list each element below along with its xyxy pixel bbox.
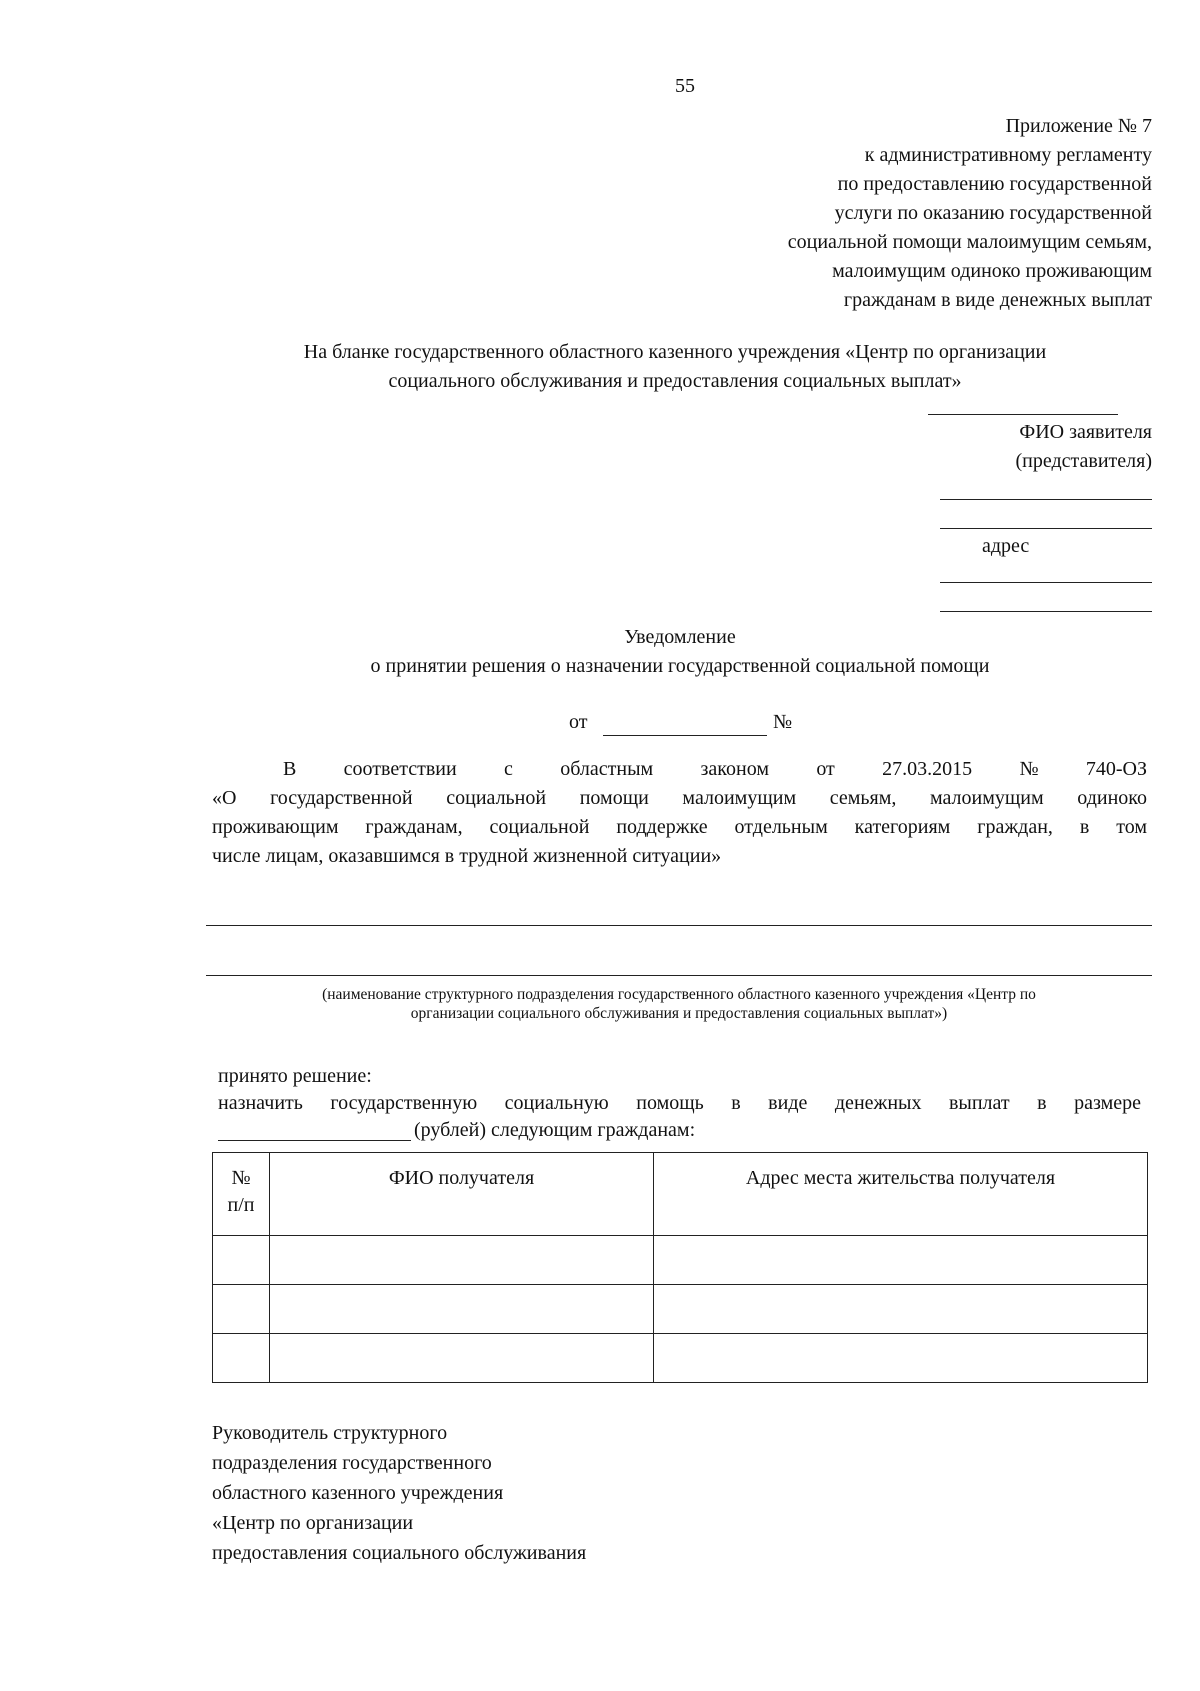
table-row bbox=[213, 1236, 1148, 1285]
decision-label: принято решение: bbox=[218, 1065, 372, 1087]
caption-line: организации социального обслуживания и предоставления социальных выплат») bbox=[410, 1005, 948, 1022]
basis-line: проживающим гражданам, социальной поддержке отдельным категориям граждан, в том bbox=[212, 816, 1147, 838]
table-row bbox=[213, 1334, 1148, 1383]
basis-line: «О государственной социальной помощи малоимущим семьям, малоимущим одиноко bbox=[212, 787, 1147, 809]
addressee-fio-label bbox=[852, 418, 1152, 476]
notice-date-prefix: от bbox=[569, 711, 588, 733]
basis-word: 740-ОЗ bbox=[1085, 758, 1147, 780]
notice-number-sign: № bbox=[773, 711, 793, 733]
address-blank-line bbox=[940, 528, 1152, 529]
cell-fio[interactable] bbox=[270, 1334, 654, 1383]
signature-line: Руководитель структурного bbox=[212, 1422, 448, 1444]
signature-line: областного казенного учреждения bbox=[212, 1482, 504, 1504]
appendix-line: к административному регламенту bbox=[864, 144, 1152, 166]
basis-first-line bbox=[283, 755, 1147, 784]
signature-line: предоставления социального обслуживания bbox=[212, 1542, 587, 1564]
cell-fio[interactable] bbox=[270, 1236, 654, 1285]
signature-block bbox=[212, 1418, 586, 1568]
appendix-line: социальной помощи малоимущим семьям, bbox=[787, 231, 1152, 253]
letterhead-line: На бланке государственного областного казенного учреждения «Центр по организации bbox=[303, 341, 1047, 363]
subdivision-caption bbox=[206, 985, 1152, 1023]
basis-word: 27.03.2015 bbox=[882, 758, 973, 780]
basis-line: числе лицам, оказавшимся в трудной жизненной ситуации» bbox=[212, 845, 722, 867]
cell-address[interactable] bbox=[654, 1334, 1148, 1383]
caption-line: (наименование структурного подразделения государственного областного казенного учреждения «Центр по bbox=[322, 986, 1036, 1003]
signature-line: «Центр по организации bbox=[212, 1512, 414, 1534]
appendix-line: по предоставлению государственной bbox=[837, 173, 1152, 195]
appendix-line: услуги по оказанию государственной bbox=[834, 202, 1152, 224]
address-blank-line bbox=[940, 582, 1152, 583]
cell-num[interactable] bbox=[213, 1236, 270, 1285]
cell-address[interactable] bbox=[654, 1236, 1148, 1285]
appendix-line: гражданам в виде денежных выплат bbox=[843, 289, 1152, 311]
header-num-line: п/п bbox=[227, 1194, 255, 1216]
notice-date-blank bbox=[603, 735, 767, 736]
table-header-row bbox=[213, 1153, 1148, 1236]
fio-label-line: ФИО заявителя bbox=[1019, 421, 1152, 443]
basis-word: № bbox=[1019, 758, 1039, 780]
basis-word: В bbox=[283, 758, 297, 780]
header-fio: ФИО получателя bbox=[270, 1153, 654, 1236]
cell-fio[interactable] bbox=[270, 1285, 654, 1334]
basis-word: законом bbox=[700, 758, 769, 780]
letterhead-line: социального обслуживания и предоставления социальных выплат» bbox=[388, 370, 962, 392]
cell-num[interactable] bbox=[213, 1334, 270, 1383]
letterhead-note bbox=[150, 338, 1200, 396]
address-label: адрес bbox=[982, 535, 1030, 557]
subdivision-blank-line bbox=[206, 925, 1152, 926]
address-blank-line bbox=[940, 611, 1152, 612]
fio-label-line: (представителя) bbox=[1015, 450, 1152, 472]
basis-word: от bbox=[816, 758, 835, 780]
header-num-line: № bbox=[231, 1167, 251, 1189]
header-address: Адрес места жительства получателя bbox=[654, 1153, 1148, 1236]
fio-blank-line bbox=[940, 499, 1152, 500]
signature-line: подразделения государственного bbox=[212, 1452, 492, 1474]
cell-num[interactable] bbox=[213, 1285, 270, 1334]
decision-line: (рублей) следующим гражданам: bbox=[414, 1119, 696, 1141]
basis-word: соответствии bbox=[343, 758, 457, 780]
notice-title: Уведомление bbox=[624, 626, 736, 648]
basis-word: с bbox=[504, 758, 513, 780]
amount-blank-line bbox=[218, 1140, 411, 1141]
recipients-table bbox=[212, 1152, 1148, 1383]
header-num bbox=[213, 1153, 270, 1236]
fio-blank-line bbox=[928, 414, 1118, 415]
appendix-header bbox=[552, 112, 1152, 315]
appendix-line: малоимущим одиноко проживающим bbox=[832, 260, 1152, 282]
page-number: 55 bbox=[675, 75, 695, 97]
subdivision-blank-line bbox=[206, 975, 1152, 976]
cell-address[interactable] bbox=[654, 1285, 1148, 1334]
table-row bbox=[213, 1285, 1148, 1334]
notice-subtitle: о принятии решения о назначении государственной социальной помощи bbox=[370, 655, 990, 677]
basis-word: областным bbox=[560, 758, 654, 780]
appendix-line: Приложение № 7 bbox=[1005, 115, 1152, 137]
decision-line: назначить государственную социальную помощь в виде денежных выплат в размере bbox=[218, 1092, 1141, 1114]
